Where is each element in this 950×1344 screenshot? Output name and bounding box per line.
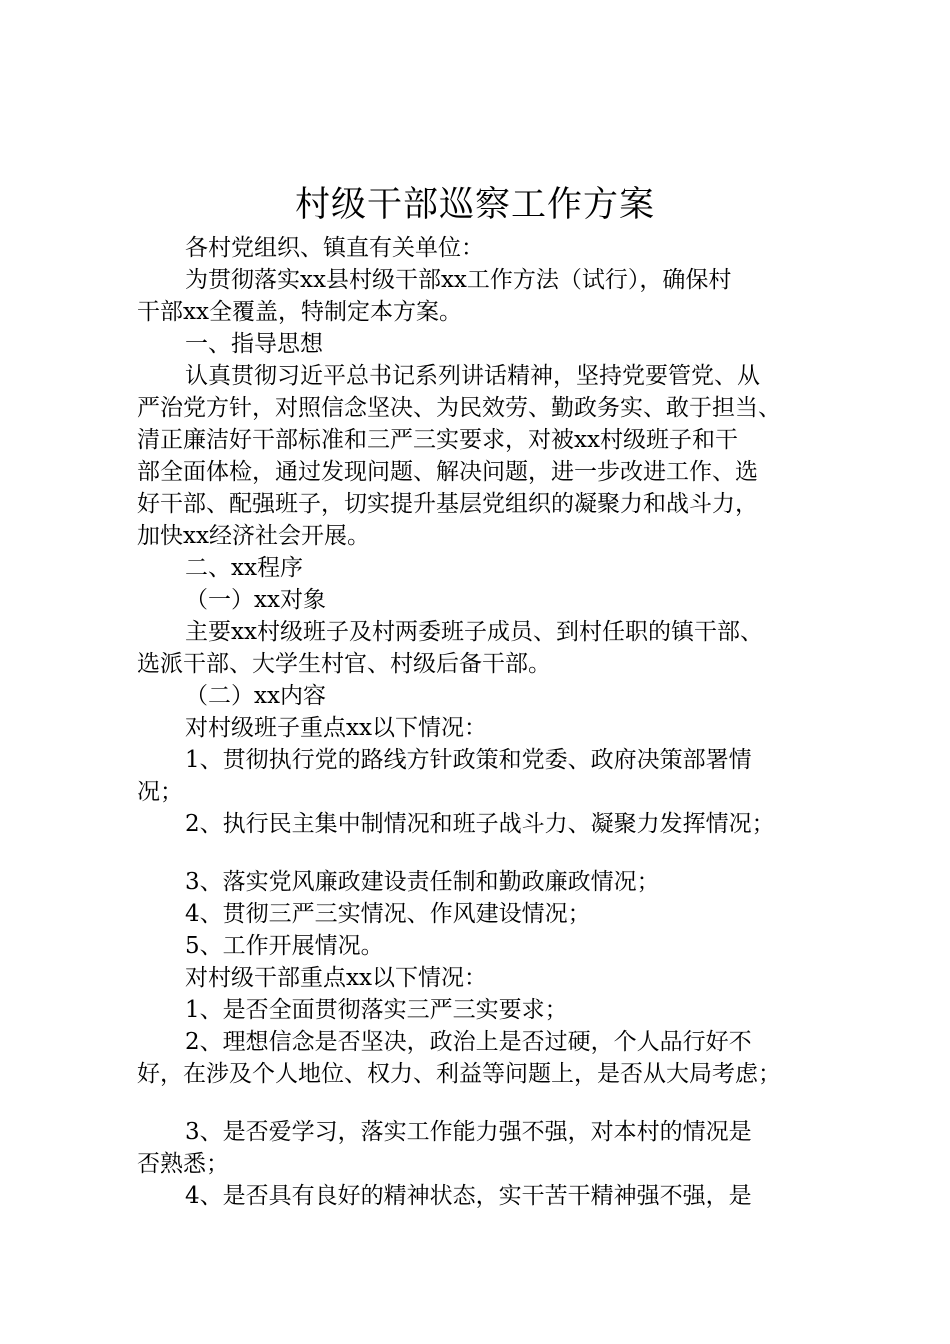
subsection-heading: （二）xx内容 — [185, 683, 326, 709]
list-item: 3、落实党风廉政建设责任制和勤政廉政情况； — [185, 869, 660, 895]
list-item: 1、是否全面贯彻落实三严三实要求； — [185, 997, 568, 1023]
list-item-continuation: 否熟悉； — [137, 1151, 229, 1177]
section-heading: 一、指导思想 — [185, 331, 323, 357]
list-item-continuation: 况； — [137, 779, 183, 805]
blank-line — [137, 840, 837, 866]
list-item: 1、贯彻执行党的路线方针政策和党委、政府决策部署情 — [185, 747, 752, 773]
list-item: 4、是否具有良好的精神状态，实干苦干精神强不强，是 — [185, 1183, 752, 1209]
document-title: 村级干部巡察工作方案 — [294, 185, 655, 225]
text-line: 选派干部、大学生村官、村级后备干部。 — [137, 651, 551, 677]
document-body — [137, 232, 837, 1212]
text-line: 对村级干部重点xx以下情况： — [185, 965, 487, 991]
text-line: 部全面体检，通过发现问题、解决问题，进一步改进工作、选 — [137, 459, 758, 485]
text-line: 好干部、配强班子，切实提升基层党组织的凝聚力和战斗力， — [137, 491, 758, 517]
text-line: 严治党方针，对照信念坚决、为民效劳、勤政务实、敢于担当、 — [137, 395, 781, 421]
text-line: 对村级班子重点xx以下情况： — [185, 715, 487, 741]
list-item-continuation: 好，在涉及个人地位、权力、利益等问题上，是否从大局考虑； — [137, 1061, 781, 1087]
text-line: 清正廉洁好干部标准和三严三实要求，对被xx村级班子和干 — [137, 427, 738, 453]
text-line: 认真贯彻习近平总书记系列讲话精神，坚持党要管党、从 — [185, 363, 760, 389]
text-line: 主要xx村级班子及村两委班子成员、到村任职的镇干部、 — [185, 619, 763, 645]
list-item: 3、是否爱学习，落实工作能力强不强，对本村的情况是 — [185, 1119, 752, 1145]
list-item: 2、理想信念是否坚决，政治上是否过硬，个人品行好不 — [185, 1029, 752, 1055]
text-line: 干部xx全覆盖，特制定本方案。 — [137, 299, 462, 325]
list-item: 2、执行民主集中制情况和班子战斗力、凝聚力发挥情况； — [185, 811, 775, 837]
text-line: 各村党组织、镇直有关单位： — [185, 235, 484, 261]
subsection-heading: （一）xx对象 — [185, 587, 326, 613]
list-item: 4、贯彻三严三实情况、作风建设情况； — [185, 901, 591, 927]
blank-line — [137, 1090, 837, 1116]
text-line: 为贯彻落实xx县村级干部xx工作方法（试行），确保村 — [185, 267, 732, 293]
list-item: 5、工作开展情况。 — [185, 933, 384, 959]
section-heading: 二、xx程序 — [185, 555, 303, 581]
text-line: 加快xx经济社会开展。 — [137, 523, 370, 549]
